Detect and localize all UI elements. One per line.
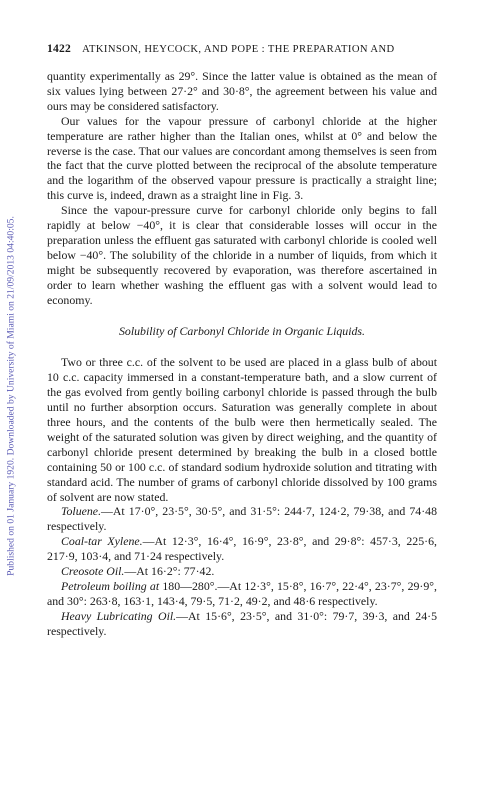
result-lubricating-oil [47,609,437,639]
download-watermark [0,0,22,792]
result-petroleum [47,579,437,609]
solvent-label-toluene: Toluene. [61,504,102,519]
solvent-label-petroleum: Petroleum boiling at [61,579,160,593]
result-creosote [47,564,437,579]
running-header [47,42,437,55]
page-number: 1422 [47,42,71,55]
solvent-values-creosote: —At 16·2°: 77·42. [124,564,215,579]
solvent-label-lubricating-oil: Heavy Lubricating Oil. [61,608,177,623]
paragraph-method: Two or three c.c. of the solvent to be used are placed in a glass bulb of about 10 c.c. capacity immersed in a constant-temperature bath, and a slow current of the gas evolved from gently boiling carbonyl chloride is passed through the bulb until no further absorption occurs. Saturation was generally complete in about three hours, and the contents of the bulb were then hermetically sealed. The weight of the saturated solution was given by direct weighing, and the quantity of carbonyl chloride present determined by breaking the bulb in a closed bottle containing 50 or 100 c.c. of standard sodium hydroxide solution and titrating with standard acid. The number of grams of carbonyl chloride dissolved by 100 grams of solvent are now stated. [47,355,437,504]
section-heading: Solubility of Carbonyl Chloride in Organic Liquids. [119,323,365,338]
solvent-values-lubricating-oil: —At 15·6°, 23·5°, and 31·0°: 79·7, 39·3, and 24·5 respectively. [47,608,437,638]
solvent-label-xylene: Coal-tar Xylene. [61,534,143,549]
solvent-values-petroleum: —At 12·3°, 15·8°, 16·7°, 22·4°, 23·7°, 29·9°, and 30°: 263·8, 163·1, 143·4, 79·5, 71·2, 49·2, and 48·6 respectively. [47,579,437,608]
result-toluene [47,504,437,534]
page-body [47,69,437,639]
solvent-label-creosote: Creosote Oil. [61,564,125,579]
solvent-values-toluene: —At 17·0°, 23·5°, 30·5°, and 31·5°: 244·7, 124·2, 79·38, and 74·48 respectively. [47,504,437,534]
solvent-values-xylene: —At 12·3°, 16·4°, 16·9°, 23·8°, and 29·8°: 457·3, 225·6, 217·9, 103·4, and 71·24 respectively. [47,534,437,564]
download-watermark-text: Published on 01 January 1920. Downloaded by University of Miami on 21/09/2013 04:40:05. [5,216,17,576]
paragraph-vapour-pressure: Our values for the vapour pressure of carbonyl chloride at the higher temperature are rather higher than the Italian ones, whilst at 0° and below the reverse is the case. That our values are concordant among themselves is seen from the fact that the curve plotted between the reciprocal of the absolute temperature and the logarithm of the observed vapour pressure is practically a straight line; this curve is, indeed, drawn as a straight line in Fig. 3. [47,113,437,203]
paragraph-continuation: quantity experimentally as 29°. Since the latter value is obtained as the mean of six values lying between 27·2° and 30·8°, the agreement between his value and ours may be considered satisfactory. [47,69,437,113]
paragraph-losses: Since the vapour-pressure curve for carbonyl chloride only begins to fall rapidly at below −40°, it is clear that considerable losses will occur in the preparation unless the effluent gas saturated with carbonyl chloride is cooled well below −40°. The solubility of the chloride in a number of liquids, from which it might be subsequently recovered by evaporation, was therefore ascertained in order to learn whether washing the effluent gas with a solvent would lead to economy. [47,203,437,307]
result-xylene [47,534,437,564]
solvent-range-petroleum: 180—280°. [159,579,218,593]
running-title: ATKINSON, HEYCOCK, AND POPE : THE PREPARATION AND [82,44,395,55]
